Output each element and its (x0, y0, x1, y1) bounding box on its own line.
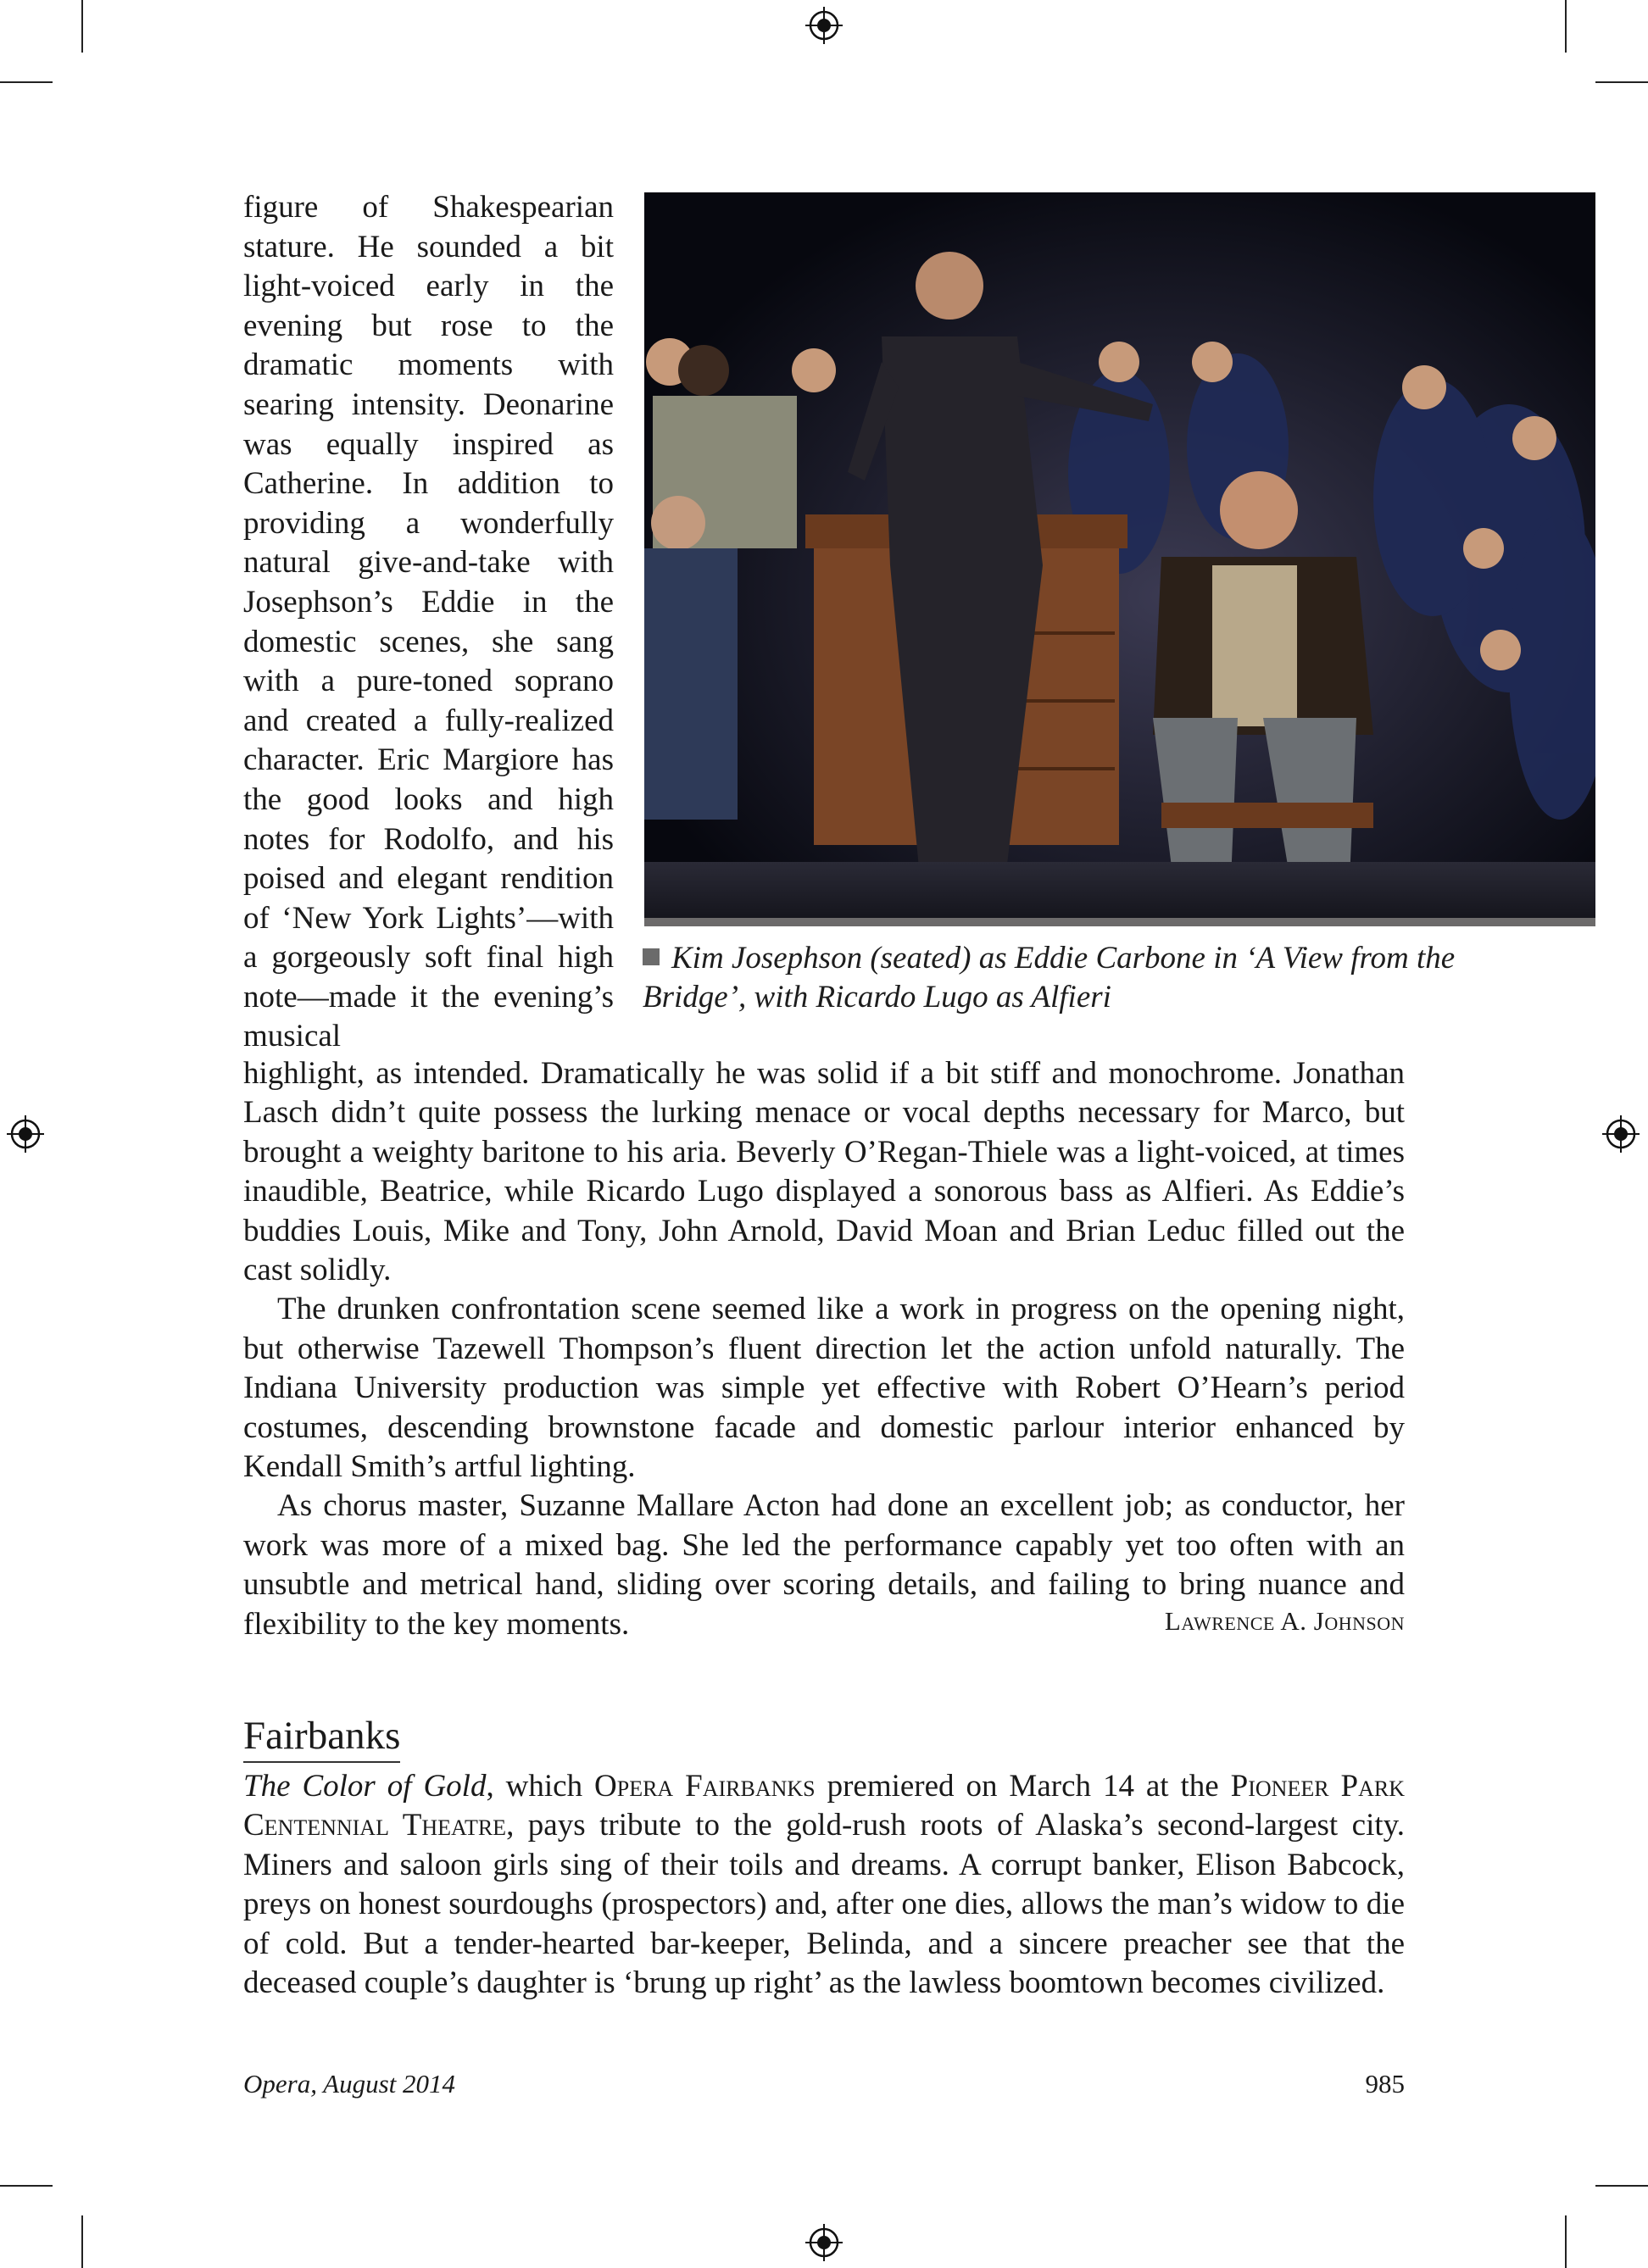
crop-mark (81, 2215, 83, 2268)
paragraph-with-byline (243, 1487, 1405, 1644)
text-run: premiered on March 14 at the (815, 1769, 1231, 1804)
photo-caption (643, 939, 1490, 1017)
opera-title: The Color of Gold (243, 1769, 487, 1804)
crop-mark (81, 0, 83, 53)
company-name: Opera Fairbanks (594, 1769, 816, 1804)
paragraph (243, 1767, 1405, 2003)
column-paragraph: figure of Shakespearian stature. He sounded a bit light-voiced early in the evening but rose to the dramatic moments with searing intensity. Deonarine was equally inspired as Catherine. In addition to providing a wonderfully natural give-and-take with Josephson’s Eddie in the domestic scenes, she sang with a pure-toned soprano and created a fully-realized character. Eric Margiore has the good looks and high notes for Rodolfo, and his poised and elegant rendition of ‘New York Lights’—with a gorgeously soft final high note—made it the evening’s musical (243, 190, 614, 1054)
crop-mark (0, 2185, 53, 2187)
paragraph: highlight, as intended. Dramatically he was solid if a bit stiff and monochrome. Jonathan Lasch didn’t quite possess the lurking menace or vocal depths necessary for Marco, but brought a weighty baritone to his aria. Beverly O’Regan-Thiele was a light-voiced, at times inaudible, Beatrice, while Ricardo Lugo displayed a sonorous bass as Alfieri. As Eddie’s buddies Louis, Mike and Tony, John Arnold, David Moan and Brian Leduc filled out the cast solidly. (243, 1056, 1405, 1288)
crop-mark (1565, 2215, 1567, 2268)
section-body (243, 1767, 1405, 2003)
production-photo (644, 192, 1595, 926)
page-number: 985 (1365, 2069, 1405, 2098)
byline: Lawrence A. Johnson (1164, 1605, 1405, 1636)
registration-mark-icon (1602, 1115, 1640, 1153)
article-body (243, 1054, 1405, 1644)
section-heading: Fairbanks (243, 1712, 400, 1763)
caption-square-icon (643, 948, 660, 965)
crop-mark (1595, 81, 1648, 83)
venue-name: Pioneer Park Centennial Theatre (243, 1769, 1405, 1843)
registration-mark-icon (7, 1115, 44, 1153)
paragraph: The drunken confrontation scene seemed like a work in progress on the opening night, but otherwise Tazewell Thompson’s fluent direction let the action unfold naturally. The Indiana University production was simple yet effective with Robert O’Hearn’s period costumes, descending brownstone facade and domestic parlour interior enhanced by Kendall Smith’s artful lighting. (243, 1292, 1405, 1485)
registration-mark-icon (805, 2224, 843, 2261)
text-run: , which (486, 1769, 595, 1804)
crop-mark (0, 81, 53, 83)
paragraph-text: As chorus master, Suzanne Mallare Acton had done an excellent job; as conductor, her work was more of a mixed bag. She led the performance capably yet too often with an unsubtle and metrical hand, sliding over scoring details, and failing to bring nuance and flexibility to the key moments. (243, 1488, 1405, 1642)
crop-mark (1595, 2185, 1648, 2187)
registration-mark-icon (805, 7, 843, 44)
article-column-text (243, 188, 614, 1057)
journal-footer: Opera, August 2014 (243, 2069, 456, 2098)
crop-mark (1565, 0, 1567, 53)
caption-text: Kim Josephson (seated) as Eddie Carbone in ‘A View from the Bridge’, with Ricardo Lugo as Alfieri (643, 941, 1456, 1014)
text-run: , pays tribute to the gold-rush roots of Alaska’s second-largest city. Miners and saloon girls sing of their toils and dreams. A corrupt banker, Elison Babcock, preys on honest sourdoughs (prospectors) and, after one dies, allows the man’s widow to die of cold. But a tender-hearted bar-keeper, Belinda, and a sincere preacher see that the deceased couple’s daughter is ‘brung up right’ as the lawless boomtown becomes civilized. (243, 1808, 1406, 2001)
